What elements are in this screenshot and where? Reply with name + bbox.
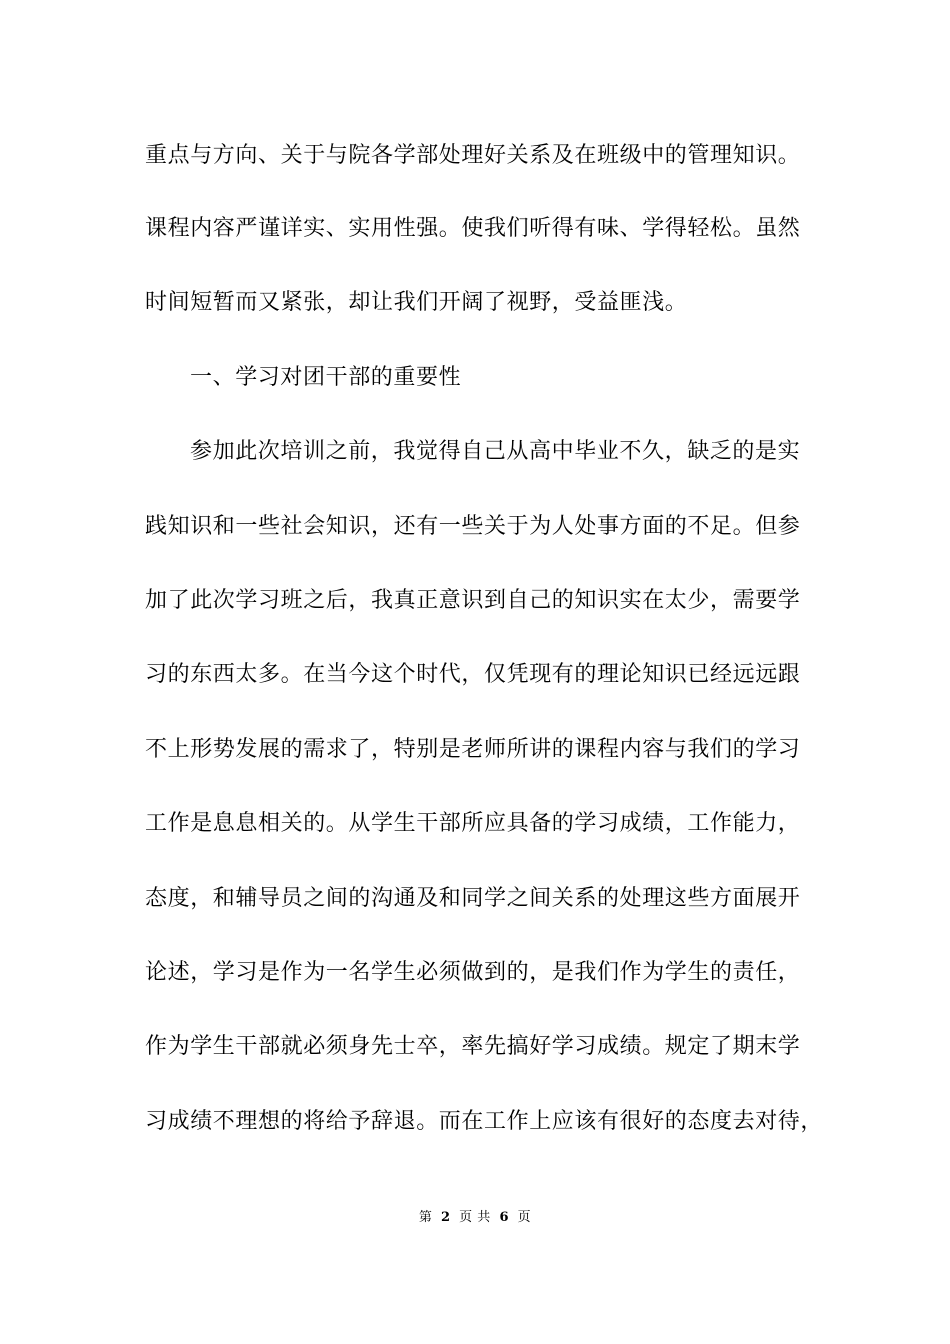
body-text-line: 践知识和一些社会知识，还有一些关于为人处事方面的不足。但参 [145,514,801,539]
body-text-line: 时间短暂而又紧张，却让我们开阔了视野，受益匪浅。 [145,290,688,315]
total-pages-number: 6 [499,1210,509,1225]
current-page-number: 2 [440,1210,451,1225]
page-footer [0,1209,950,1227]
footer-middle: 页 共 [459,1210,491,1225]
body-text-line: 习的东西太多。在当今这个时代，仅凭现有的理论知识已经远远跟 [145,662,801,687]
body-text-line: 作为学生干部就必须身先士卒，率先搞好学习成绩。规定了期末学 [145,1034,801,1059]
body-text-line: 重点与方向、关于与院各学部处理好关系及在班级中的管理知识。 [145,143,801,168]
footer-suffix: 页 [517,1210,532,1225]
footer-prefix: 第 [418,1210,433,1225]
body-text-line: 工作是息息相关的。从学生干部所应具备的学习成绩，工作能力， [145,811,801,836]
body-text-line: 习成绩不理想的将给予辞退。而在工作上应该有很好的态度去对待， [145,1109,824,1134]
body-text-line: 态度，和辅导员之间的沟通及和同学之间关系的处理这些方面展开 [145,886,801,911]
body-text-line: 参加此次培训之前，我觉得自己从高中毕业不久，缺乏的是实 [190,439,801,464]
body-text-line: 加了此次学习班之后，我真正意识到自己的知识实在太少，需要学 [145,588,801,613]
section-heading: 一、学习对团干部的重要性 [190,365,462,390]
body-text-line: 课程内容严谨详实、实用性强。使我们听得有味、学得轻松。虽然 [145,216,801,241]
body-text-line: 论述，学习是作为一名学生必须做到的，是我们作为学生的责任， [145,960,801,985]
body-text-line: 不上形势发展的需求了，特别是老师所讲的课程内容与我们的学习 [145,737,801,762]
